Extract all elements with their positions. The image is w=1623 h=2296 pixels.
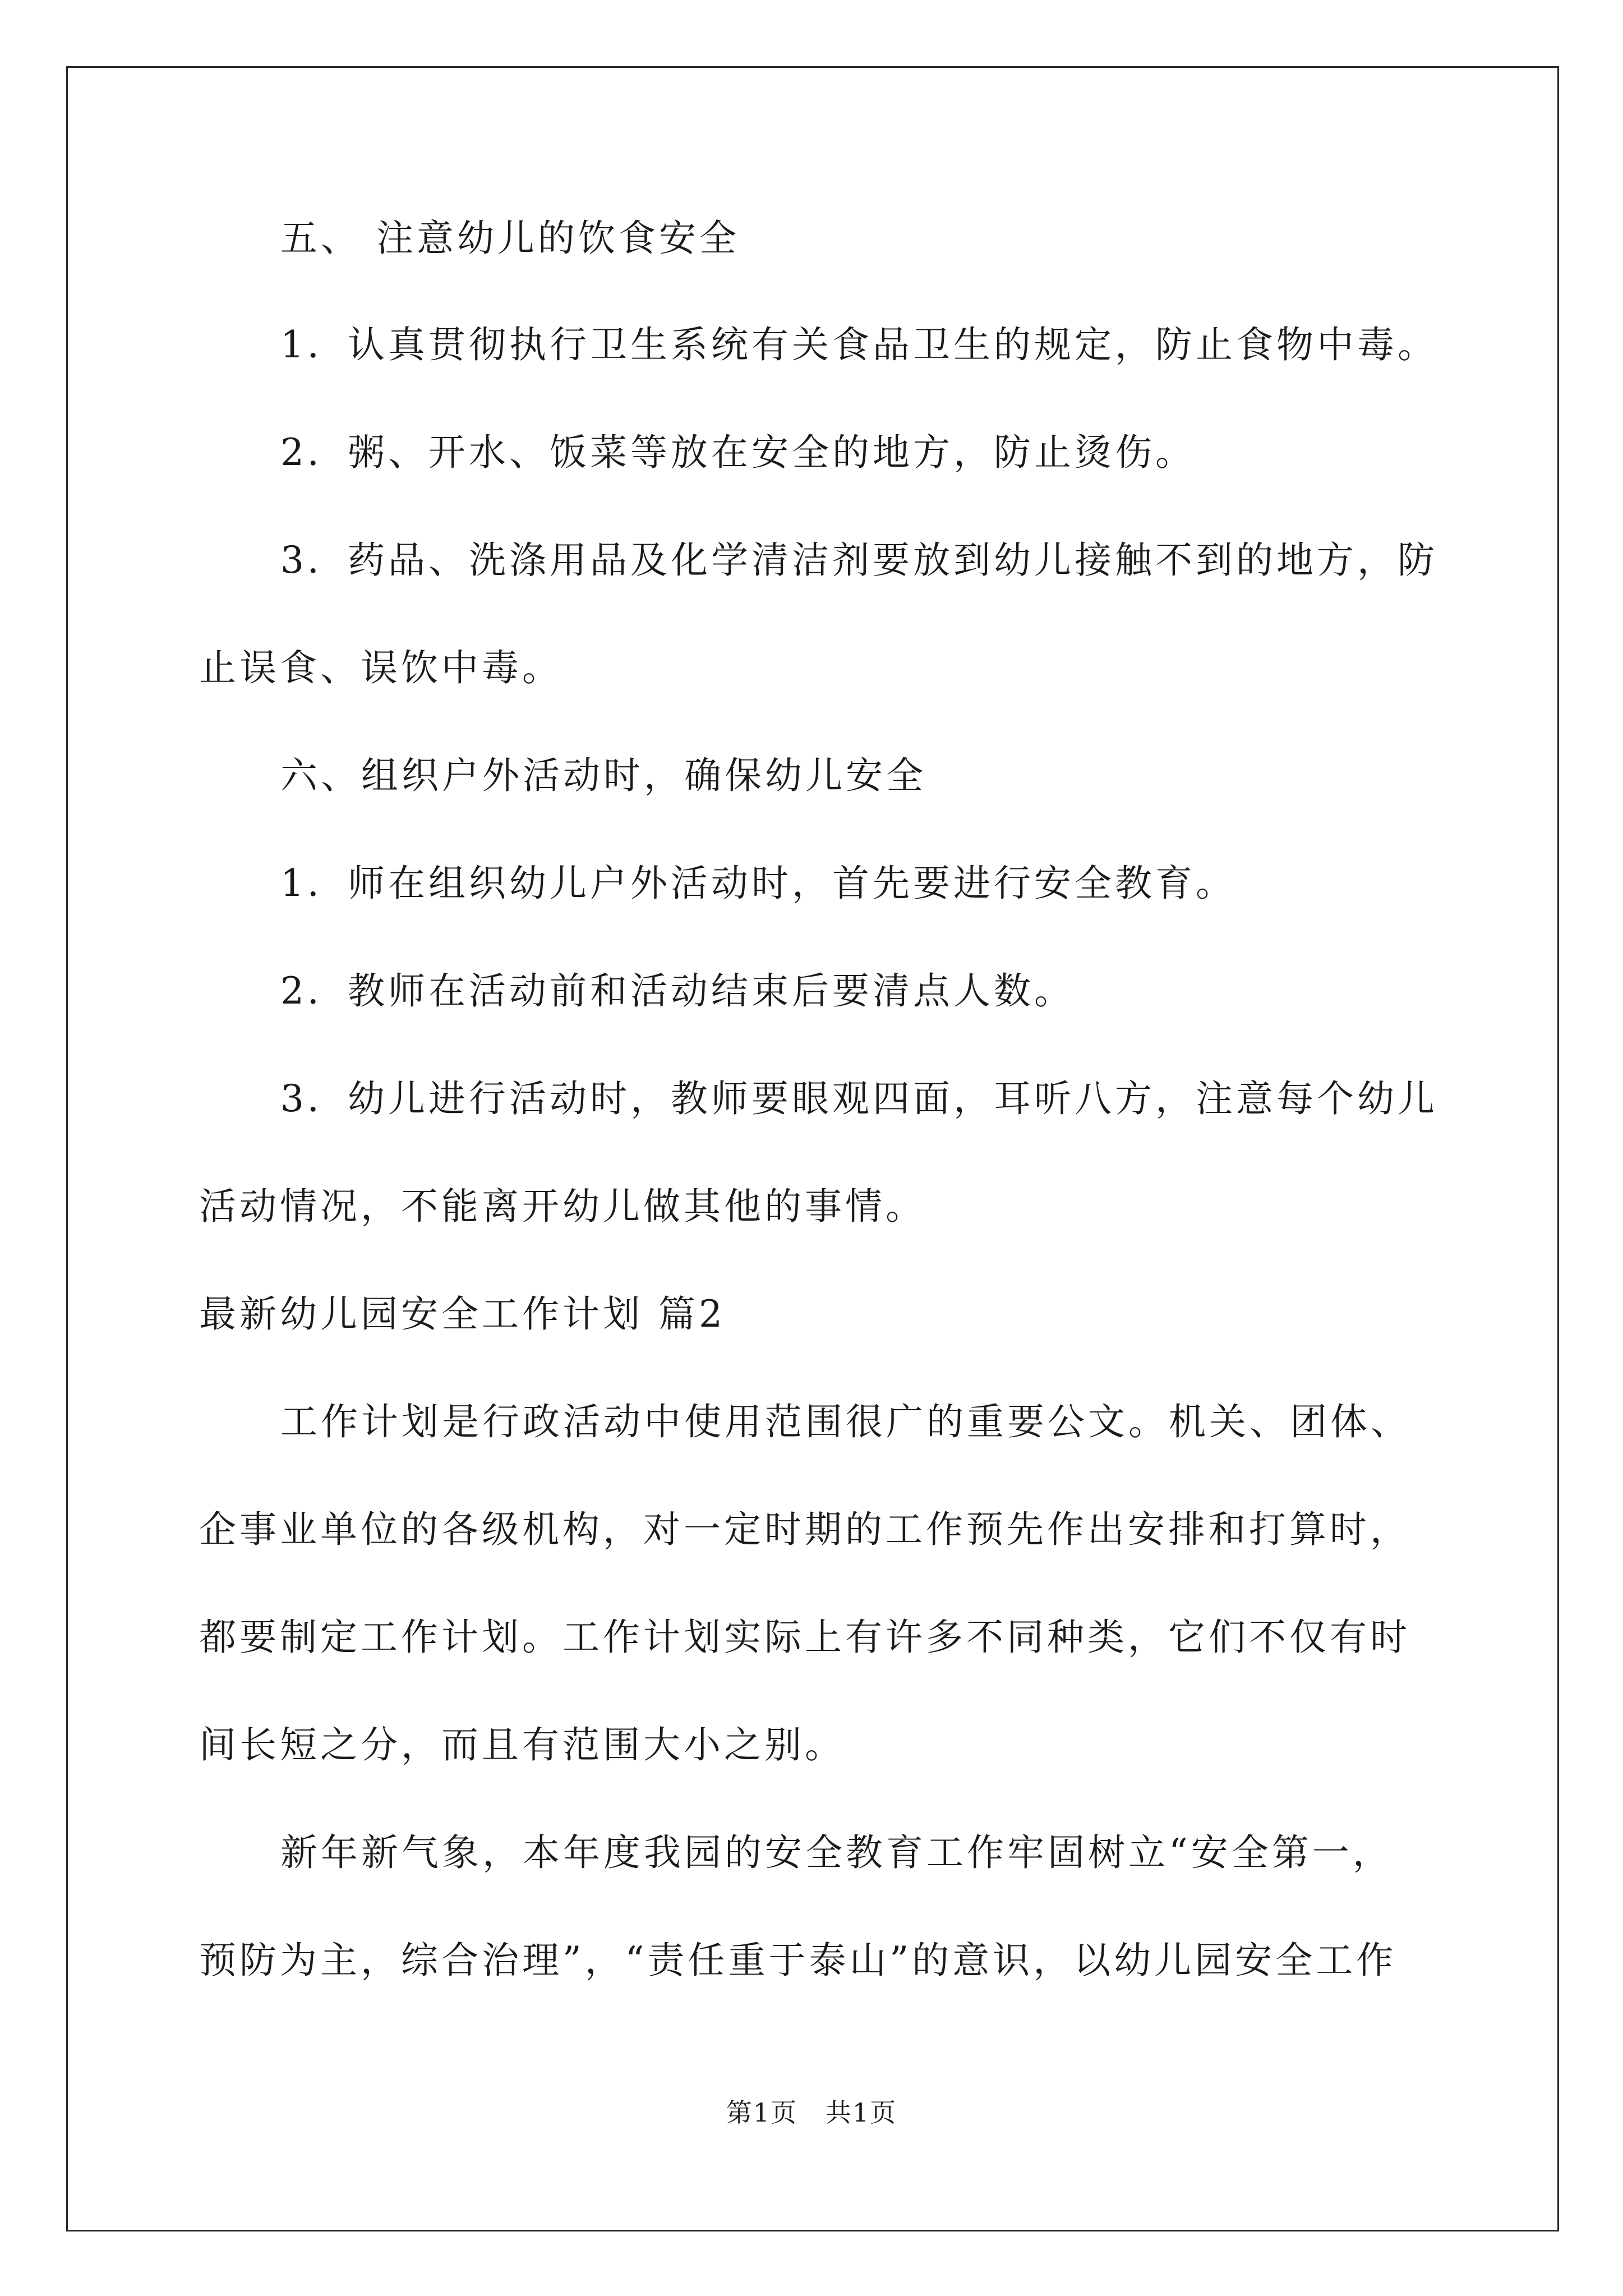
paragraph-line: 都要制定工作计划。工作计划实际上有许多不同种类，它们不仅有时 [199, 1616, 1410, 1659]
page-number-footer: 第1页 共1页 [726, 2097, 897, 2128]
section-heading-6: 六、组织户外活动时，确保幼儿安全 [280, 754, 926, 797]
paragraph-line: 2．教师在活动前和活动结束后要清点人数。 [280, 969, 1075, 1013]
section-heading-5: 五、 注意幼儿的饮食安全 [280, 217, 740, 260]
paragraph-line: 预防为主，综合治理”，“责任重于泰山”的意识，以幼儿园安全工作 [199, 1939, 1397, 1982]
paragraph-line: 企事业单位的各级机构，对一定时期的工作预先作出安排和打算时， [199, 1508, 1410, 1551]
paragraph-line: 1．师在组织幼儿户外活动时，首先要进行安全教育。 [280, 862, 1236, 905]
paragraph-line: 间长短之分，而且有范围大小之别。 [199, 1723, 845, 1766]
paragraph-line: 3．药品、洗涤用品及化学清洁剂要放到幼儿接触不到的地方，防 [280, 539, 1438, 582]
paragraph-line: 1．认真贯彻执行卫生系统有关食品卫生的规定，防止食物中毒。 [280, 323, 1438, 366]
paragraph-line: 止误食、误饮中毒。 [199, 646, 562, 689]
page-border [66, 66, 1559, 2231]
paragraph-line: 工作计划是行政活动中使用范围很广的重要公文。机关、团体、 [280, 1400, 1411, 1443]
article-title: 最新幼儿园安全工作计划 篇2 [199, 1292, 726, 1336]
paragraph-line: 新年新气象，本年度我园的安全教育工作牢固树立“安全第一， [280, 1831, 1393, 1874]
paragraph-line: 2．粥、开水、饭菜等放在安全的地方，防止烫伤。 [280, 431, 1196, 474]
paragraph-line: 活动情况，不能离开幼儿做其他的事情。 [199, 1185, 926, 1228]
paragraph-line: 3．幼儿进行活动时，教师要眼观四面，耳听八方，注意每个幼儿 [280, 1077, 1438, 1120]
